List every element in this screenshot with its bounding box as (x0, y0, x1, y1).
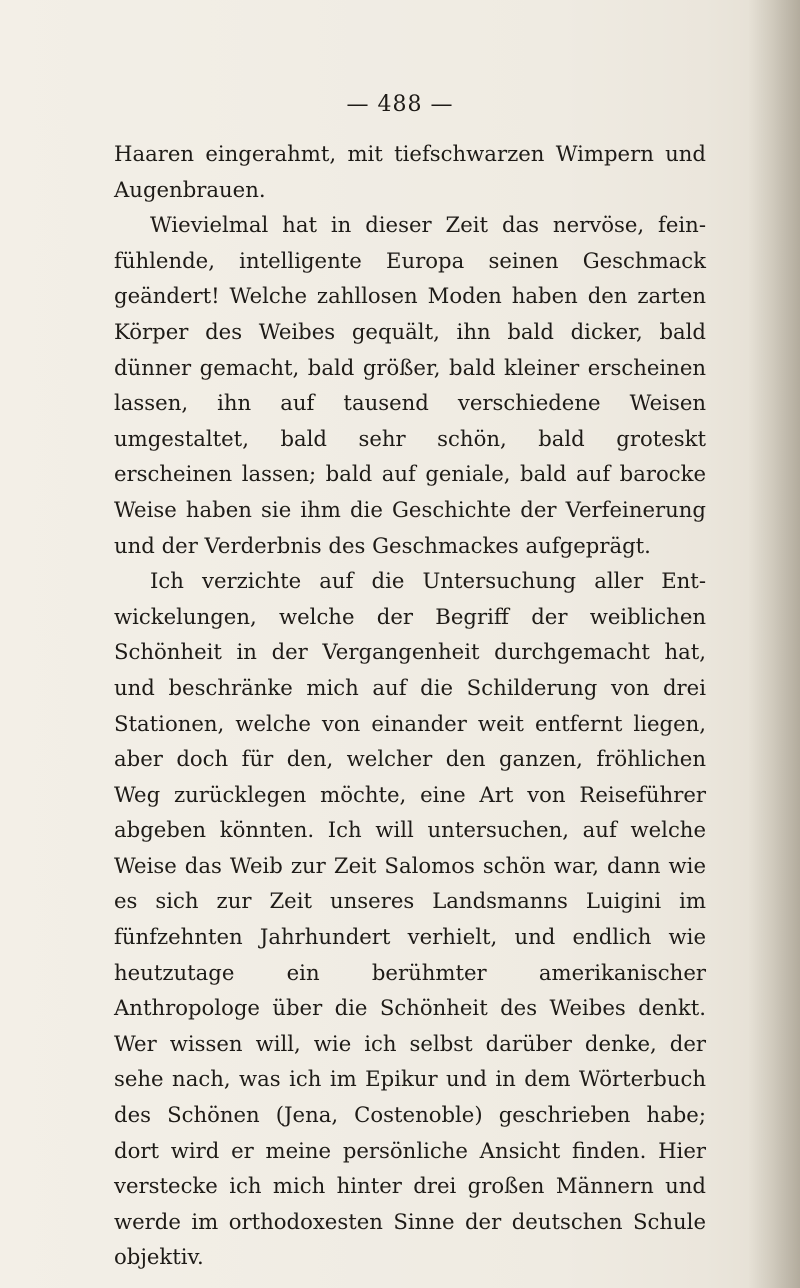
paragraph: Wievielmal hat in dieser Zeit das nervöse, feinfühlende, intelligente Europa seinen Geschmack geändert! Welche zahllosen Moden haben den zarten Körper des Weibes gequält, ihn bald dicker, bald dünner gemacht, bald größer, bald kleiner erscheinen lassen, ihn auf tausend verschiedene Weisen umgestaltet, bald sehr schön, bald groteskt erscheinen lassen; bald auf geniale, bald auf barocke Weise haben sie ihm die Geschichte der Verfeinerung und der Verderbnis des Geschmackes aufgeprägt. (114, 212, 706, 558)
page-number: — 488 — (346, 92, 454, 117)
page-edge-shadow (748, 0, 800, 1288)
paragraph-continuation: Haaren eingerahmt, mit tiefschwarzen Wimpern und Augenbrauen. (114, 141, 706, 202)
body-text (114, 136, 706, 1275)
paragraph: Ich verzichte auf die Untersuchung aller Entwickelungen, welche der Begriff der weiblichen Schönheit in der Vergangenheit durchgemacht hat, und beschränke mich auf die Schilderung von drei Stationen, welche von einander weit entfernt liegen, aber doch für den, welcher den ganzen, fröhlichen Weg zurücklegen möchte, eine Art von Reiseführer abgeben könnten. Ich will untersuchen, auf welche Weise das Weib zur Zeit Salomos schön war, dann wie es sich zur Zeit unseres Landsmanns Luigini im fünfzehnten Jahrhundert verhielt, und endlich wie heutzutage ein berühmter amerikanischer Anthropologe über die Schönheit des Weibes denkt. Wer wissen will, wie ich selbst darüber denke, der sehe nach, was ich im Epikur und in dem Wörterbuch des Schönen (Jena, Costenoble) geschrieben habe; dort wird er meine persönliche Ansicht finden. Hier verstecke ich mich hinter drei großen Männern und werde im orthodoxesten Sinne der deutschen Schule objektiv. (114, 568, 706, 1270)
